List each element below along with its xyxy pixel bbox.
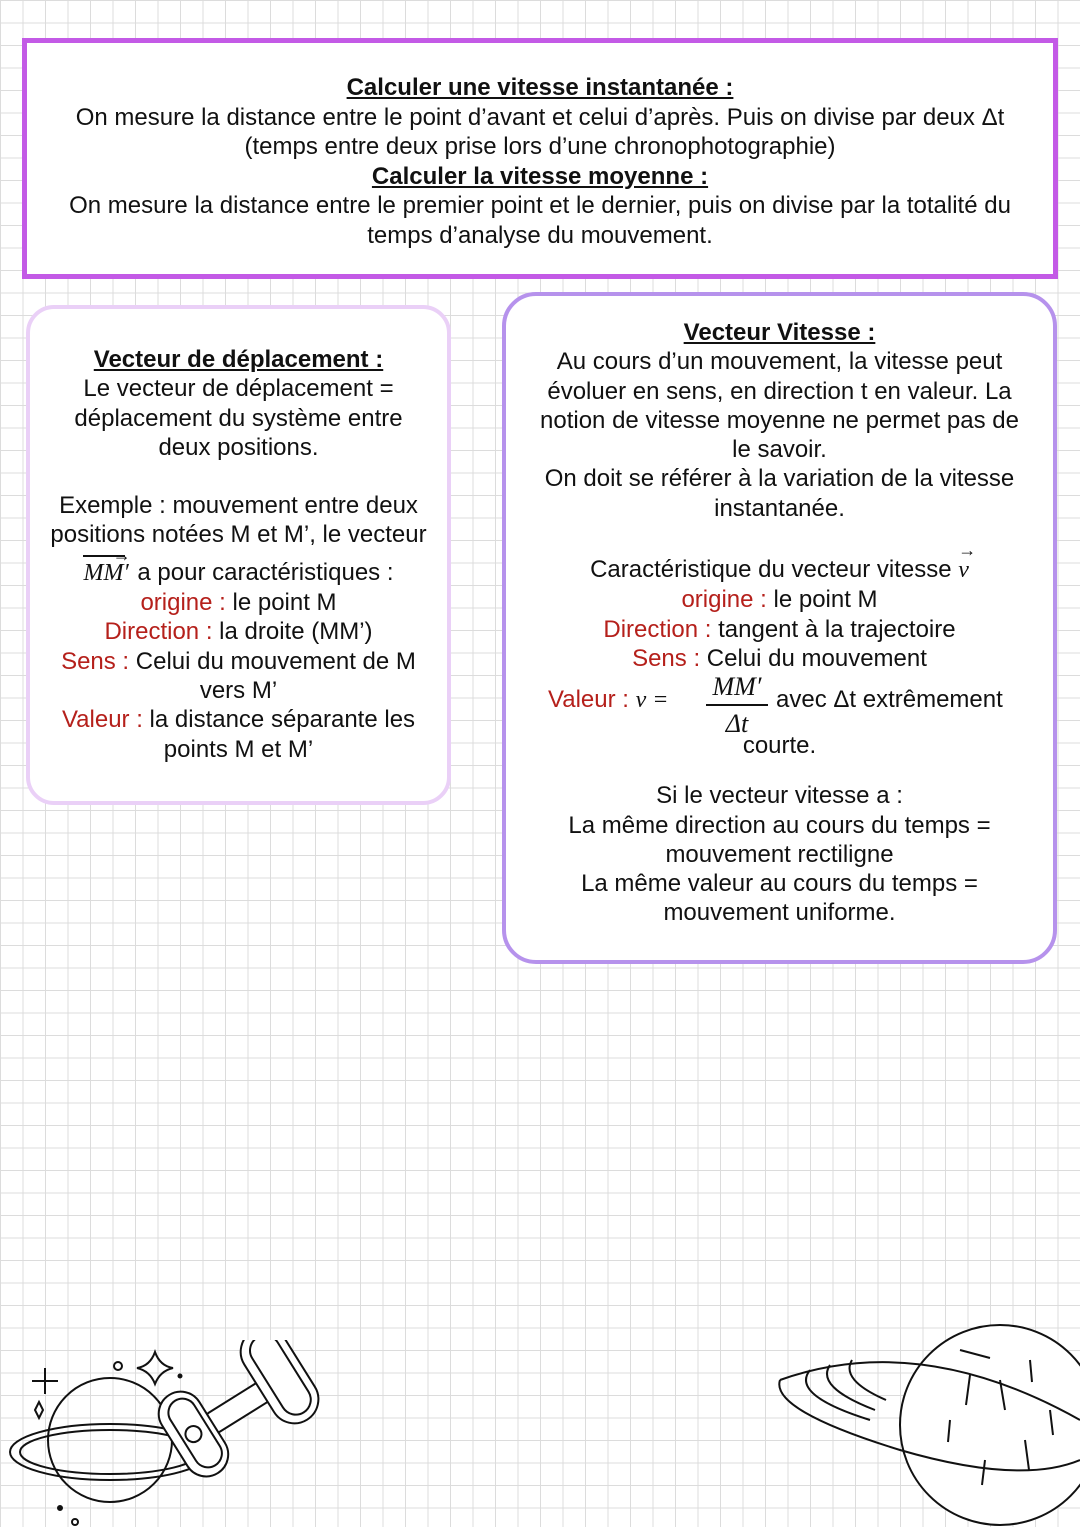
speed-vector-title: Vecteur Vitesse : — [683, 319, 876, 346]
r-origine-row — [516, 585, 1043, 614]
direction-label: Direction : — [104, 618, 213, 646]
vector-arrow-icon: → — [83, 549, 130, 561]
v-equals: v = — [635, 687, 669, 714]
valeur-courte: courte. — [742, 732, 817, 760]
displacement-vector-box — [26, 305, 451, 805]
carac-row — [516, 540, 1043, 585]
fraction-bar — [706, 704, 768, 706]
r-sens-label: Sens : — [632, 644, 701, 672]
valeur-formula — [516, 673, 1043, 761]
vector-v-arrow-icon: → — [958, 540, 977, 561]
si-line-3: mouvement rectiligne — [665, 840, 894, 868]
speed-fraction — [706, 673, 768, 739]
r-sens-row — [516, 644, 1043, 673]
mean-speed-line-2: temps d’analyse du mouvement. — [367, 221, 713, 249]
si-line-2: La même direction au cours du temps = — [568, 811, 991, 839]
vector-mm-symbol — [83, 544, 131, 588]
speed-p2: évoluer en sens, en direction t en valeur. La — [547, 377, 1012, 405]
fraction-denominator: Δt — [725, 709, 749, 739]
carac-text: Caractéristique du vecteur vitesse — [590, 556, 959, 584]
example-line-1: Exemple : mouvement entre deux — [59, 492, 418, 520]
example-line-3 — [36, 544, 441, 588]
direction-row — [36, 617, 441, 646]
speed-p3: notion de vitesse moyenne ne permet pas de — [540, 406, 1019, 434]
valeur-row-2: points M et M’ — [163, 735, 314, 763]
r-valeur-row — [548, 685, 668, 715]
valeur-rest: avec Δt extrêmement — [776, 686, 1003, 714]
speed-vector-box — [502, 292, 1057, 964]
speed-p1: Au cours d’un mouvement, la vitesse peut — [556, 348, 1003, 376]
instant-speed-line-2: (temps entre deux prise lors d’une chronophotographie) — [244, 133, 836, 160]
origine-label: origine : — [140, 589, 226, 617]
r-sens-value: Celui du mouvement — [700, 644, 927, 672]
mean-speed-line-1: On mesure la distance entre le premier point et le dernier, puis on divise par la totalité du — [69, 192, 1011, 219]
origine-row — [36, 588, 441, 617]
displacement-def-2: déplacement du système entre — [74, 404, 403, 432]
sens-value: Celui du mouvement de M — [129, 647, 416, 675]
r-direction-value: tangent à la trajectoire — [711, 615, 956, 643]
r-origine-label: origine : — [681, 586, 767, 614]
valeur-row — [36, 705, 441, 734]
origine-value: le point M — [225, 589, 337, 617]
example-line-2: positions notées M et M’, le vecteur — [50, 521, 427, 549]
sens-row — [36, 647, 441, 676]
speed-p5: On doit se référer à la variation de la vitesse — [544, 465, 1015, 493]
si-line-5: mouvement uniforme. — [663, 899, 896, 927]
ringed-planet-doodle-icon — [770, 1320, 1080, 1527]
instant-speed-line-1: On mesure la distance entre le point d’avant et celui d’après. Puis on divise par deux Δt — [75, 103, 1005, 131]
displacement-title: Vecteur de déplacement : — [93, 346, 384, 373]
speed-p4: le savoir. — [732, 436, 827, 464]
mean-speed-heading: Calculer la vitesse moyenne : — [371, 162, 709, 190]
instant-speed-heading: Calculer une vitesse instantanée : — [346, 74, 734, 101]
planet-dumbbell-doodle-icon — [0, 1340, 340, 1527]
r-origine-value: le point M — [766, 586, 878, 614]
valeur-label: Valeur : — [61, 706, 143, 734]
vector-mm-label: MM′ — [83, 559, 129, 586]
r-direction-row — [516, 615, 1043, 644]
valeur-value: la distance séparante les — [142, 706, 416, 734]
speed-p6: instantanée. — [714, 494, 845, 522]
sens-label: Sens : — [61, 647, 130, 675]
sens-row-2: vers M’ — [199, 676, 278, 704]
displacement-def-1: Le vecteur de déplacement = — [83, 375, 394, 403]
example-line-3-text: a pour caractéristiques : — [130, 558, 394, 586]
displacement-def-3: deux positions. — [158, 433, 319, 461]
fraction-numerator: MM′ — [712, 672, 762, 702]
si-line-1: Si le vecteur vitesse a : — [656, 782, 903, 810]
vector-v-label: v — [958, 557, 969, 584]
r-valeur-label: Valeur : — [548, 686, 636, 714]
direction-value: la droite (MM’) — [212, 618, 373, 646]
instant-speed-box — [22, 38, 1058, 279]
vector-v-symbol — [958, 540, 977, 585]
r-direction-label: Direction : — [603, 615, 712, 643]
si-line-4: La même valeur au cours du temps = — [581, 870, 978, 898]
